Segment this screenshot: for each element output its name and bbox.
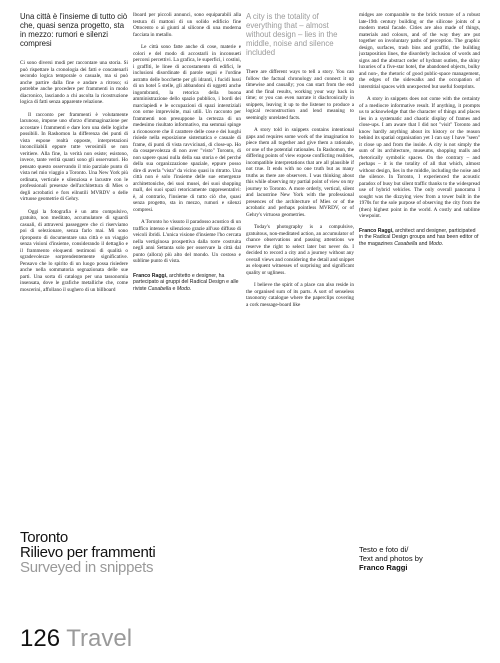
caption-magazine: Casabella [394,240,418,247]
body-paragraph: Le città sono fatte anche di cose, materie e colori e del modo di accostarli in inconsueti percorsi percettivi. La grafica, le superfici, i costini, i graffiti, le linee di accostamento di edifici, le inclusioni disordinate di parole segni e l'ordine astratto delle bocchette per gli idranti, i fucidi lussi di un hotel 5 stelle, gli abbandoni di oggetti anche ingombranti, la retorica della buona amministrazione dello spazio pubblico, i bordi dei marciapiedi e le occupazioni di spazi interstiziali con orme imprevisite, mai utili. Un racconto per frammenti non presuppone la certezza di un medesimo risultato informativo, ma semmai spinge a riconoscere che il carattere delle cose e dei luoghi risiede nella esposizione sistematica e casuale di frame, di punti di vista ravvicinati, di close-up. Ho da cosapevolezza di non aver "visto" Toronto, di non sapere quasi nulla della sua storia e del perché della sua organizzazione spaziale, eppure posso dire di averla "vista" da vicino quasi in ritratto. Una città non è solo l'insieme delle sue emergenze architettoniche, dei suoi musei, dei suoi shopping mall, dei suoi spazi retoricamente rappresentativi: è, al contrario, l'insieme di tutto ciò che, quasi senza progetto, sta in mezzo, rumori e silenzi compresi. [133,44,241,213]
body-paragraph: Oggi la fotografia è un atto compulsivo, gratuito, non meditato, accumulatore di sguardi casuali, di attraversi passeggere che ci riserviamo poi di selezionare, senza farlo mai. Mi sono riproposto di documentare una città e un viaggio senza visioni d'insieme, considerando il dettaglio e il frammento eloquenti testimoni di qualità o sgradevolezze sorprendentemente significative. Pensavo che lo spirito di un luogo possa risiedere anche nella sommatoria segnazionata delle sue parti. Una sorta di catalogo per una tassonomia insensata, dove le grafiche metalliche che, come moscerini, affollano il sughero di un billboard [20,208,128,293]
caption-magazine: Modo [428,240,442,247]
page-number: 126 [20,625,61,652]
caption-text: architetto e designer, ha partecipato ai gruppi del Radical Design e alle riviste [133,272,239,292]
photo-credits [359,545,479,572]
credits-line-italian: Testo e foto di/ [359,545,409,554]
body-paragraph: Ci sono diversi modi per raccontare una storia. Si può rispettare la cronologia dei fatti e concatenarli secondo logica temporale o casuale, ma si può anche partire dalla fine e andare a ritroso; si potrebbe anche procedere per frammenti in modo diacronico, lasciando a chi ascolta la ricostruzione logica di fatti senza apparente relazione. [20,60,128,105]
body-paragraph: midges are comparable to the brick texture of a robust late-19th century building or the silicone joints of a modern metal facade. Cities are also made of things, materials and colours, and of the way they are put together on involuntary paths of perception. The graphic design, surfaces, trash bins and graffiti, the building juxtaposition lines, the disorderly inclusion of words and signs and the abstract order of hydrant outlets, the shiny luxuries of a five-star hotel, the abandoned objects, bulky and non-, the rhetoric of good public-space management, the edges of the sidewalks and the occupation of interstitial spaces with unexpected but useful footprints. [359,12,480,90]
body-paragraph: Il racconto per frammenti è volutamente lacunoso, impone uno sforzo d'immaginazione per accostare i frammenti e dare loro una delle logiche possibili. In Rashomon la differenza dei punti di vista espone realtà opposte, interpretazioni inconciliabili eppure tutte verosimili se non veritiere. Alla fine, la verità non esiste; esistono, invece, tante verità quanti sono gli osservatori. Ho pensato questo osservando il mio parziale punto di vista nel mio viaggio a Toronto. Una New York più ordinata, verticale e silenziosa e lacustre con le professionali presenze dell'architettura di Mies o degli acrobatici e fors eilnutili MVRDV o delle virtuose geometrie di Gehry. [20,111,128,202]
body-paragraph: Today's photography is a compulsive, gratuitous, non-meditated action, an accumulator of chance observations and passing attentions we reserve the right to select later but never do. I decided to record a city and a journey without any overall views and considering the detail and snippet as eloquent witnesses of surprising and significant quality or ugliness. [246,224,354,276]
body-paragraph: I believe the spirit of a place can also reside in the organised sum of its parts. A sort of senseless taxonomy catalogue where the paperclips covering a cork message-board like [246,282,354,308]
column-4 [359,12,480,542]
caption-magazine: Modo [176,285,190,292]
caption-author-name: Franco Raggi, [359,227,394,234]
caption-text: architect and designer, participated in the Radical Design groups and has been editor of the magazines [359,227,479,247]
english-author-caption [359,228,480,248]
city-title: Toronto [20,529,68,546]
italian-lead: Una città è l'insieme di tutto ciò che, quasi senza progetto, sta in mezzo: rumori e silenzi compresi [20,12,128,48]
column-2 [133,12,241,522]
body-paragraph: A story in snippets does not come with the certainty of a mediocre informative result. If anything, it prompts us to acknowledge that the character of things and places lies in a systematic and chaotic display of frames and close-ups. I am aware that I did not "visit" Toronto and know hardly anything about its history or the reason behind its spatial organisation yet I can say I have "seen" it close up and from the inside. A city is not simply the sum of its architecture, museums, shopping malls and rhetorically symbolic spaces. On the contrary – and perhaps – it is the totality of all that which, almost without design, lies in the middle, including the noise and the silence. In Toronto, I experienced the acoustic paradox of busy but silent traffic thanks to the widespread use of hybrid vehicles. The only overall panorama I sought was the dizzying view from a tower built in the 1970s for the sole purpose of observing the city from the (then) highest point in the world. A costly and sublime viewpoint. [359,96,480,219]
body-paragraph: A story told in snippets contains intentional gaps and requires some work of the imagination to piece them all together and give them a rationale, or one of the potential rationales. In Rashomon, the differing points of view expose conflicting realities, incompatible interpretations that are all plausible if not true. It ends with no one truth but as many truths as there are observers. I was thinking about this while observing my partial point of view on my journey to Toronto. A more orderly, vertical, silent and lacustrine New York with the professional presences of the architecture of Mies or of the acrobatic and perhaps pointless MVRDV, or of Gehry's virtuoso geometries. [246,127,354,218]
article-title-block [20,530,190,575]
caption-text: . [189,285,192,292]
body-paragraph: A Toronto ho vissuto il paradosso acustico di un traffico intenso e silenzioso grazie all'uso diffuso di veicoli ibridi. L'unica visione d'insieme l'ho cercata nella vertiginosa prospettiva dalla torre costruita negli anni Settanta solo per osservare la città dal punto (allora) più alto del mondo. Un costoso e sublime punto di vista. [133,219,241,264]
english-title: Surveyed in snippets [20,559,154,576]
caption-text: . [441,240,444,247]
body-paragraph: There are different ways to tell a story. You can follow the factual chronology and connect it up timewise and causally; you can start from the end and the final results, working your way back in time; or you can even narrate it diachronically in snippets, leaving it up to the listener to produce a logical reconstruction and lend meaning to seemingly unrelated facts. [246,69,354,121]
italian-author-caption [133,273,241,293]
caption-text: e [171,285,177,292]
caption-author-name: Franco Raggi, [133,272,168,279]
caption-text: and [417,240,429,247]
page-folio [20,626,132,652]
column-1 [20,12,128,522]
body-paragraph: lboard per piccoli annunci, sono equiparabili alla testura di mattoni di un solido edificio fine Ottocento o ai giunti al silicone di una moderna facciata in metallo. [133,12,241,38]
section-name: Travel [66,625,133,652]
italian-title: Rilievo per frammenti [20,544,156,561]
column-3 [246,12,354,522]
english-lead: A city is the totality of everything that – almost without design – lies in the middle, noise and silence included [246,12,338,57]
caption-magazine: Casabella [148,285,172,292]
credits-author: Franco Raggi [359,563,408,572]
credits-line-english: Text and photos by [359,554,423,563]
